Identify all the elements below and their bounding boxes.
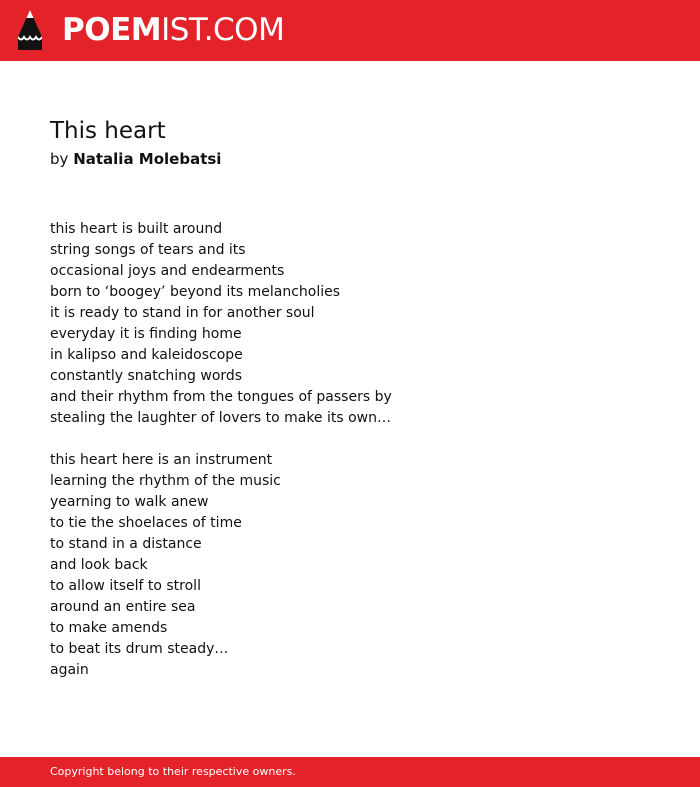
- poem-line: around an entire sea: [50, 599, 196, 615]
- poem-line: to tie the shoelaces of time: [50, 515, 242, 531]
- poem-line: it is ready to stand in for another soul: [50, 305, 315, 321]
- by-label: by: [50, 150, 69, 168]
- poem-line: born to ‘boogey’ beyond its melancholies: [50, 284, 341, 300]
- poem-line: in kalipso and kaleidoscope: [50, 347, 243, 363]
- poem-title: This heart: [50, 118, 166, 144]
- poem-line: this heart is built around: [50, 221, 223, 237]
- poem-line: to stand in a distance: [50, 536, 202, 552]
- author-name: Natalia Molebatsi: [73, 150, 222, 168]
- poem-line: to make amends: [50, 620, 168, 636]
- poem-line: occasional joys and endearments: [50, 263, 285, 279]
- poem-line: and their rhythm from the tongues of passers by: [50, 389, 392, 405]
- poem-line: to allow itself to stroll: [50, 578, 201, 594]
- site-logo[interactable]: [62, 11, 284, 49]
- poem-body: [50, 219, 650, 702]
- stanza: [50, 450, 650, 681]
- poem-line: again: [50, 662, 89, 678]
- site-header: [0, 0, 700, 61]
- poem-line: everyday it is finding home: [50, 326, 242, 342]
- logo-bold-text: POEM: [62, 12, 162, 48]
- poem-line: to beat its drum steady…: [50, 641, 229, 657]
- poem-line: this heart here is an instrument: [50, 452, 273, 468]
- pencil-tip-icon[interactable]: [18, 10, 42, 50]
- byline: [50, 148, 221, 170]
- stanza: [50, 219, 650, 429]
- poem-line: stealing the laughter of lovers to make its own…: [50, 410, 392, 426]
- poem-line: constantly snatching words: [50, 368, 243, 384]
- logo-light-text: IST.COM: [161, 12, 285, 48]
- poem-line: string songs of tears and its: [50, 242, 246, 258]
- poem-line: and look back: [50, 557, 148, 573]
- copyright-text: Copyright belong to their respective owners.: [50, 765, 296, 778]
- poem-line: yearning to walk anew: [50, 494, 209, 510]
- site-footer: [0, 757, 700, 787]
- poem-line: learning the rhythm of the music: [50, 473, 281, 489]
